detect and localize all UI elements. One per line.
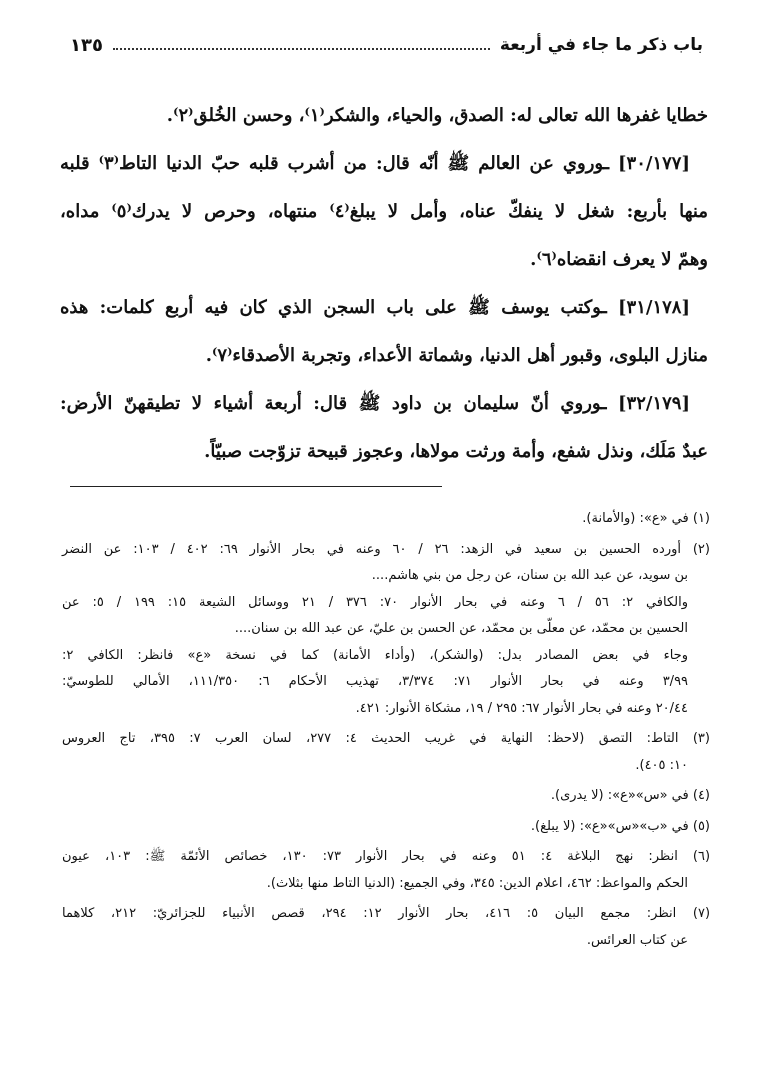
footnote-line: بن سويد، عن عبد الله بن سنان، عن رجل من بني هاشم.... [371,568,688,583]
main-line: منها بأربع: شغل لا ينفكّ عناه، وأمل لا يبلغ⁽٤⁾ منتهاه، وحرص لا يدرك⁽٥⁾ مداه، [60,201,708,222]
main-line: منازل البلوى، وقبور أهل الدنيا، وشماتة الأعداء، وتجربة الأصدقاء⁽٧⁾. [205,345,708,366]
page-number: ١٣٥ [70,34,103,56]
footnote-line: الحسين بن محمّد، عن معلّى بن محمّد، عن الحسن بن عليّ، عن عبد الله بن سنان.... [234,621,688,636]
header-dotted-leader [113,48,490,50]
main-line: [٣١/١٧٨] ـوكتب يوسف ﷺ على باب السجن الذي كان فيه أربع كلمات: هذه [60,297,690,318]
footnote-line: الحكم والمواعظ: ٤٦٢، اعلام الدين: ٣٤٥، وفي الجميع: (الدنيا التاط منها بثلاث). [266,875,688,891]
footnote-line: (٢) أورده الحسين بن سعيد في الزهد: ٢٦ / ٦٠ وعنه في بحار الأنوار ٦٩: ٤٠٢ / ١٠٣: عن النضر [62,541,710,557]
main-line: [٣٢/١٧٩] ـوروي أنّ سليمان بن داود ﷺ قال: أربعة أشياء لا تطيقهنّ الأرض: [60,393,690,414]
footnote-line: (٦) انظر: نهج البلاغة ٤: ٥١ وعنه في بحار الأنوار ٧٣: ١٣٠، خصائص الأئمّة ﷺ: ١٠٣، عيون [62,849,711,864]
footnote-line: (١) في «ع»: (والأمانة). [582,511,710,526]
footnote-separator [70,486,442,487]
chapter-title: باب ذكر ما جاء في أربعة [499,35,703,55]
footnote-line: (٣) التاط: التصق (لاحظ: النهاية في غريب الحديث ٤: ٢٧٧، لسان العرب ٧: ٣٩٥، تاج العروس [62,731,710,746]
footnote-line: (٧) انظر: مجمع البيان ٥: ٤١٦، بحار الأنوار ١٢: ٢٩٤، قصص الأنبياء للجزائريّ: ٢١٢، كلاهما [62,906,711,921]
footnote-line: عن كتاب العرائس. [586,932,688,948]
footnote-line: والكافي ٢: ٥٦ / ٦ وعنه في بحار الأنوار ٧٠: ٣٧٦ / ٢١ ووسائل الشيعة ١٥: ١٩٩ / ٥: عن [62,594,689,610]
main-line: خطايا غفرها الله تعالى له: الصدق، والحياء، والشكر⁽١⁾، وحسن الخُلق⁽٢⁾. [166,105,708,126]
footnote-line: (٥) في «ب»«س»«ع»: (لا يبلغ). [530,818,710,834]
main-line: عبدٌ مَلَك، ونذل شفع، وأمة ورثت مولاها، وعجوز قبيحة تزوّجت صبيّاً. [204,441,708,462]
main-line: [٣٠/١٧٧] ـوروي عن العالم ﷺ أنّه قال: من أشرب قلبه حبّ الدنيا التاط⁽٣⁾ قلبه [60,153,690,174]
footnote-line: ٢٠/٤٤ وعنه في بحار الأنوار ٦٧: ٢٩٥ / ١٩، مشكاة الأنوار: ٤٢١. [355,700,688,716]
main-text [60,92,708,476]
running-header [70,30,703,60]
footnotes [62,506,710,954]
footnote-line: (٤) في «س»«ع»: (لا يدرى). [550,788,710,803]
main-line: وهمّ لا يعرف انقضاه⁽٦⁾. [530,249,708,270]
footnote-line: وجاء في بعض المصادر بدل: (والشكر)، (وأداء الأمانة) كما في نسخة «ع» فانظر: الكافي ٢: [62,647,688,663]
footnote-line: ١٠: ٤٠٥). [635,757,688,773]
footnote-line: ٣/٩٩ وعنه في بحار الأنوار ٧١: ٣/٣٧٤، تهذيب الأحكام ٦: ١١١/٣٥٠، الأمالي للطوسيّ: [62,674,689,689]
